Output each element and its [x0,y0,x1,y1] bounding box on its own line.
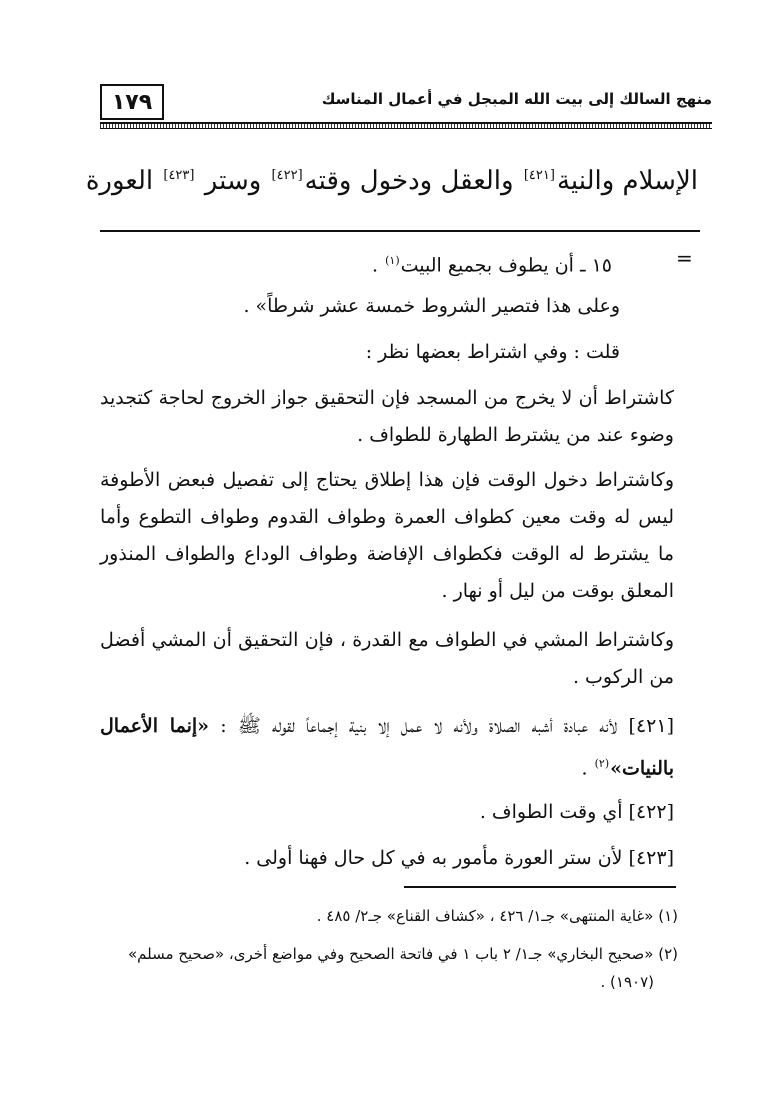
note-421 [100,708,674,787]
item-15 [372,242,612,284]
topic-ref-421: [٤٢١] [523,168,555,184]
topic-ref-422: [٤٢٢] [271,168,303,184]
topic-rule [100,230,700,232]
running-header [100,84,712,130]
note-421-text: [٤٢١] لأنه عبادة أشبه الصلاة ولأنه لا عمل إلا بنية إجماعاً لقوله ﷺ : [209,715,674,737]
footnote-1: (١) «غاية المنتهى» جـ١/ ٤٢٦ ، «كشاف القناع» جـ٢/ ٤٨٥ . [316,907,678,925]
paragraph-time: وكاشتراط دخول الوقت فإن هذا إطلاق يحتاج إلى تفصيل فبعض الأطوفة ليس له وقت معين كطواف العمرة وطواف القدوم وطواف التطوع وأما ما يشترط له الوقت فكطواف الإفاضة وطواف الوداع والطواف المنذور المعلق بوقت من ليل أو نهار . [100,469,674,602]
item-15-ref: (١) [385,254,400,267]
footnote-2-line-1: (٢) «صحيح البخاري» جـ١/ ٢ باب ١ في فاتحة الصحيح وفي مواضع أخرى، «صحيح مسلم» [128,945,678,963]
topic-part-3: وستر [196,166,270,196]
continuation-mark: = [676,246,693,270]
topic-ref-423: [٤٢٣] [163,168,195,184]
footnote-2-line-2: (١٩٠٧) . [600,973,654,991]
note-423: [٤٢٣] لأن ستر العورة مأمور به في كل حال فهنا أولى . [244,847,674,869]
summary-line: وعلى هذا فتصير الشروط خمسة عشر شرطاً» . [243,295,620,317]
topic-part-1: الإسلام والنية [556,166,698,196]
topic-part-4: العورة [85,166,162,196]
header-rule [100,122,712,129]
note-421-hadith: «إنما الأعمال بالنيات» [100,715,674,780]
note-421-end: . [581,757,594,780]
note-421-ref: (٢) [594,757,610,770]
paragraph-walk: وكاشتراط المشي في الطواف مع القدرة ، فإن التحقيق أن المشي أفضل من الركوب . [100,629,674,688]
note-422: [٤٢٢] أي وقت الطواف . [479,801,674,823]
page-number: ١٧٩ [100,84,164,120]
qult-line: قلت : وفي اشتراط بعضها نظر : [365,341,620,363]
topic-line [86,166,698,196]
item-15-end: . [372,254,385,277]
item-15-text: ١٥ ـ أن يطوف بجميع البيت [400,254,612,277]
topic-part-2: والعقل ودخول وقته [304,166,522,196]
running-title: منهج السالك إلى بيت الله المبجل في أعمال المناسك [321,90,712,108]
footnote-rule [404,886,676,888]
paragraph-exit: كاشتراط أن لا يخرج من المسجد فإن التحقيق جواز الخروج لحاجة كتجديد وضوء عند من يشترط الطهارة للطواف . [100,387,674,446]
